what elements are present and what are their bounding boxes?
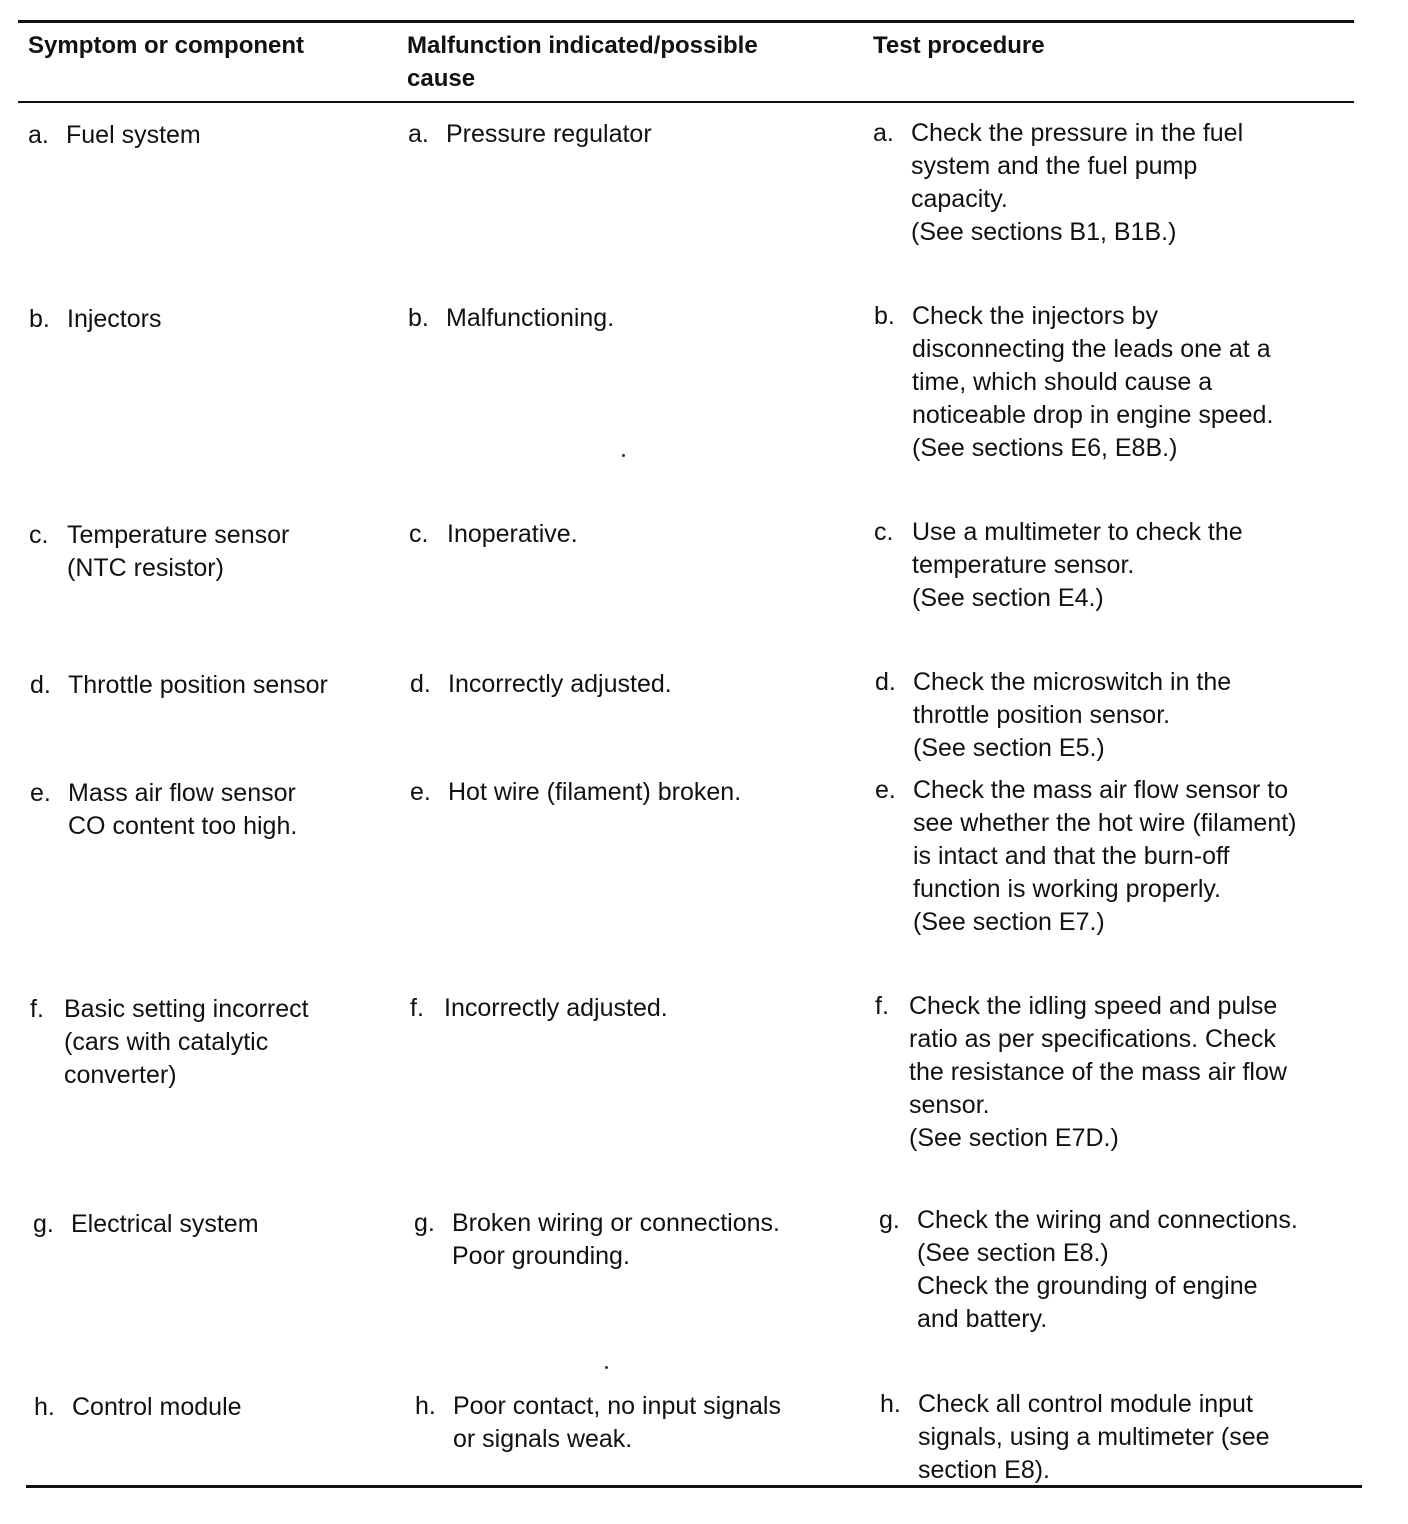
table-bottom-rule [26,1485,1362,1488]
row-a-symptom-text: Fuel system [66,121,201,149]
row-c-test [874,516,1334,615]
row-h-symptom-letter: h. [34,1393,55,1421]
row-a-test-text: Check the pressure in the fuel system and the fuel pump capacity. (See sections B1, B1B.) [911,119,1244,246]
row-f-symptom-letter: f. [30,995,44,1023]
row-a-cause-text: Pressure regulator [446,120,652,148]
row-f-cause-text: Incorrectly adjusted. [444,994,668,1022]
row-a-cause [408,118,838,151]
header-divider-rule [18,101,1354,103]
row-f-test-letter: f. [875,992,889,1020]
row-c-cause-text: Inoperative. [447,520,578,548]
row-b-test [874,300,1334,465]
row-d-cause [410,668,840,701]
row-e-cause [410,776,840,809]
header-symptom: Symptom or component [28,32,305,59]
row-e-cause-text: Hot wire (filament) broken. [448,778,742,806]
scan-speck [605,1366,608,1369]
row-h-symptom [34,1391,389,1424]
row-b-test-text: Check the injectors by disconnecting the leads one at a time, which should cause a noticeable drop in engine speed. (See sections E6, E8B.) [912,302,1274,462]
row-b-test-letter: b. [874,302,895,330]
row-c-symptom [29,519,384,585]
row-f-cause [410,992,840,1025]
row-d-cause-text: Incorrectly adjusted. [448,670,672,698]
row-c-cause-letter: c. [409,520,429,548]
row-b-cause-letter: b. [408,304,429,332]
row-d-test-letter: d. [875,668,896,696]
row-d-symptom-text: Throttle position sensor [68,671,328,699]
row-d-test [875,666,1335,765]
row-e-symptom-text: Mass air flow sensor CO content too high. [68,779,298,840]
row-b-symptom-letter: b. [29,305,50,333]
row-f-test-text: Check the idling speed and pulse ratio as per specifications. Check the resistance of the mass air flow sensor. (See section E7D.) [909,992,1287,1152]
row-a-test-letter: a. [873,119,894,147]
row-e-test [875,774,1350,939]
scan-speck [622,454,625,457]
row-b-symptom-text: Injectors [67,305,162,333]
row-a-symptom-letter: a. [28,121,49,149]
row-h-cause-letter: h. [415,1392,436,1420]
row-g-test-text: Check the wiring and connections. (See section E8.) Check the grounding of engine and battery. [917,1206,1298,1333]
header-malfunction: Malfunction indicated/possible cause [407,32,758,92]
row-h-symptom-text: Control module [72,1393,242,1421]
row-d-symptom-letter: d. [30,671,51,699]
row-f-symptom [30,993,385,1092]
row-g-cause [414,1207,844,1273]
row-d-test-text: Check the microswitch in the throttle position sensor. (See section E5.) [913,668,1232,762]
row-e-test-letter: e. [875,776,896,804]
row-c-symptom-letter: c. [29,521,49,549]
row-g-cause-text: Broken wiring or connections. Poor grounding. [452,1209,780,1270]
header-test-procedure: Test procedure [873,32,1045,59]
row-h-test-letter: h. [880,1390,901,1418]
row-h-test-text: Check all control module input signals, using a multimeter (see section E8). [918,1390,1270,1484]
row-g-symptom-text: Electrical system [71,1210,259,1238]
row-g-symptom [33,1208,388,1241]
row-b-cause-text: Malfunctioning. [446,304,615,332]
row-e-cause-letter: e. [410,778,431,806]
row-g-test-letter: g. [879,1206,900,1234]
row-d-cause-letter: d. [410,670,431,698]
row-b-symptom [29,303,384,336]
row-g-symptom-letter: g. [33,1210,54,1238]
row-d-symptom [30,669,390,702]
row-e-test-text: Check the mass air flow sensor to see whether the hot wire (filament) is intact and that the burn-off function is working properly. (See section E7.) [913,776,1297,936]
row-g-test [879,1204,1354,1336]
row-e-symptom-letter: e. [30,779,51,807]
row-f-cause-letter: f. [410,994,424,1022]
row-a-symptom [28,119,383,152]
row-c-cause [409,518,839,551]
row-f-symptom-text: Basic setting incorrect (cars with catalytic converter) [64,995,309,1089]
row-a-test [873,117,1333,249]
row-b-cause [408,302,838,335]
row-c-symptom-text: Temperature sensor (NTC resistor) [67,521,290,582]
table-top-rule [18,20,1354,23]
row-g-cause-letter: g. [414,1209,435,1237]
row-f-test [875,990,1350,1155]
row-a-cause-letter: a. [408,120,429,148]
row-e-symptom [30,777,385,843]
row-h-test [880,1388,1340,1487]
row-c-test-letter: c. [874,518,894,546]
row-h-cause-text: Poor contact, no input signals or signals weak. [453,1392,781,1453]
row-c-test-text: Use a multimeter to check the temperature sensor. (See section E4.) [912,518,1243,612]
row-h-cause [415,1390,845,1456]
